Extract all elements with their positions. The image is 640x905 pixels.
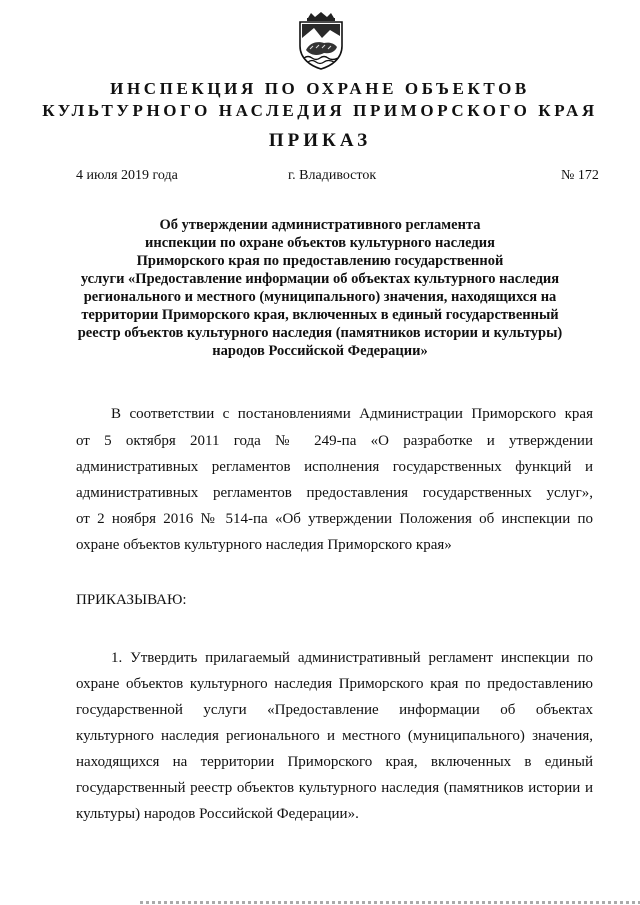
- item-1-line: охране объектов культурного наследия Приморского края по предоставлению: [76, 676, 593, 692]
- title-line: народов Российской Федерации»: [212, 343, 428, 359]
- title-line: Приморского края по предоставлению государственной: [136, 253, 504, 269]
- title-line: территории Приморского края, включенных в единый государственный: [81, 307, 559, 323]
- scan-edge-artifact: [140, 901, 640, 904]
- title-line: услуги «Предоставление информации об объектах культурного наследия: [80, 271, 560, 287]
- preamble-line: от 2 ноября 2016 № 514-па «Об утверждении Положения об инспекции по: [76, 511, 593, 527]
- order-date: 4 июля 2019 года: [76, 168, 178, 183]
- order-heading: ПРИКАЗЫВАЮ:: [76, 592, 187, 608]
- order-number: № 172: [561, 168, 599, 183]
- preamble-line: административных регламентов предоставления государственных услуг»,: [76, 485, 593, 501]
- title-line: регионального и местного (муниципального) значения, находящихся на: [83, 289, 557, 305]
- item-1-line: находящихся на территории Приморского края, включенных в единый: [76, 754, 593, 770]
- title-line: инспекции по охране объектов культурного наследия: [145, 235, 495, 251]
- order-city: г. Владивосток: [288, 168, 377, 183]
- preamble-line: В соответствии с постановлениями Администрации Приморского края: [111, 406, 593, 422]
- organization-name-line-1: ИНСПЕКЦИЯ ПО ОХРАНЕ ОБЪЕКТОВ: [110, 79, 530, 98]
- primorsky-coat-of-arms-icon: [296, 12, 346, 70]
- item-1-line: государственной услуги «Предоставление информации об объектах: [76, 702, 593, 718]
- item-1-line: 1. Утвердить прилагаемый административный регламент инспекции по: [111, 650, 593, 666]
- preamble-line: охране объектов культурного наследия Приморского края»: [76, 537, 452, 553]
- item-1-line: государственный реестр объектов культурного наследия (памятников истории и: [76, 780, 593, 796]
- item-1-line: культурного наследия регионального и местного (муниципального) значения,: [76, 728, 593, 744]
- title-line: Об утверждении административного регламента: [159, 217, 481, 233]
- organization-name-line-2: КУЛЬТУРНОГО НАСЛЕДИЯ ПРИМОРСКОГО КРАЯ: [42, 101, 598, 120]
- title-line: реестр объектов культурного наследия (памятников истории и культуры): [77, 325, 563, 341]
- document-type: ПРИКАЗ: [268, 130, 372, 151]
- preamble-line: административных регламентов исполнения государственных функций и: [76, 459, 593, 475]
- preamble-line: от 5 октября 2011 года № 249-па «О разработке и утверждении: [76, 433, 593, 449]
- item-1-line: культуры) народов Российской Федерации».: [76, 806, 359, 822]
